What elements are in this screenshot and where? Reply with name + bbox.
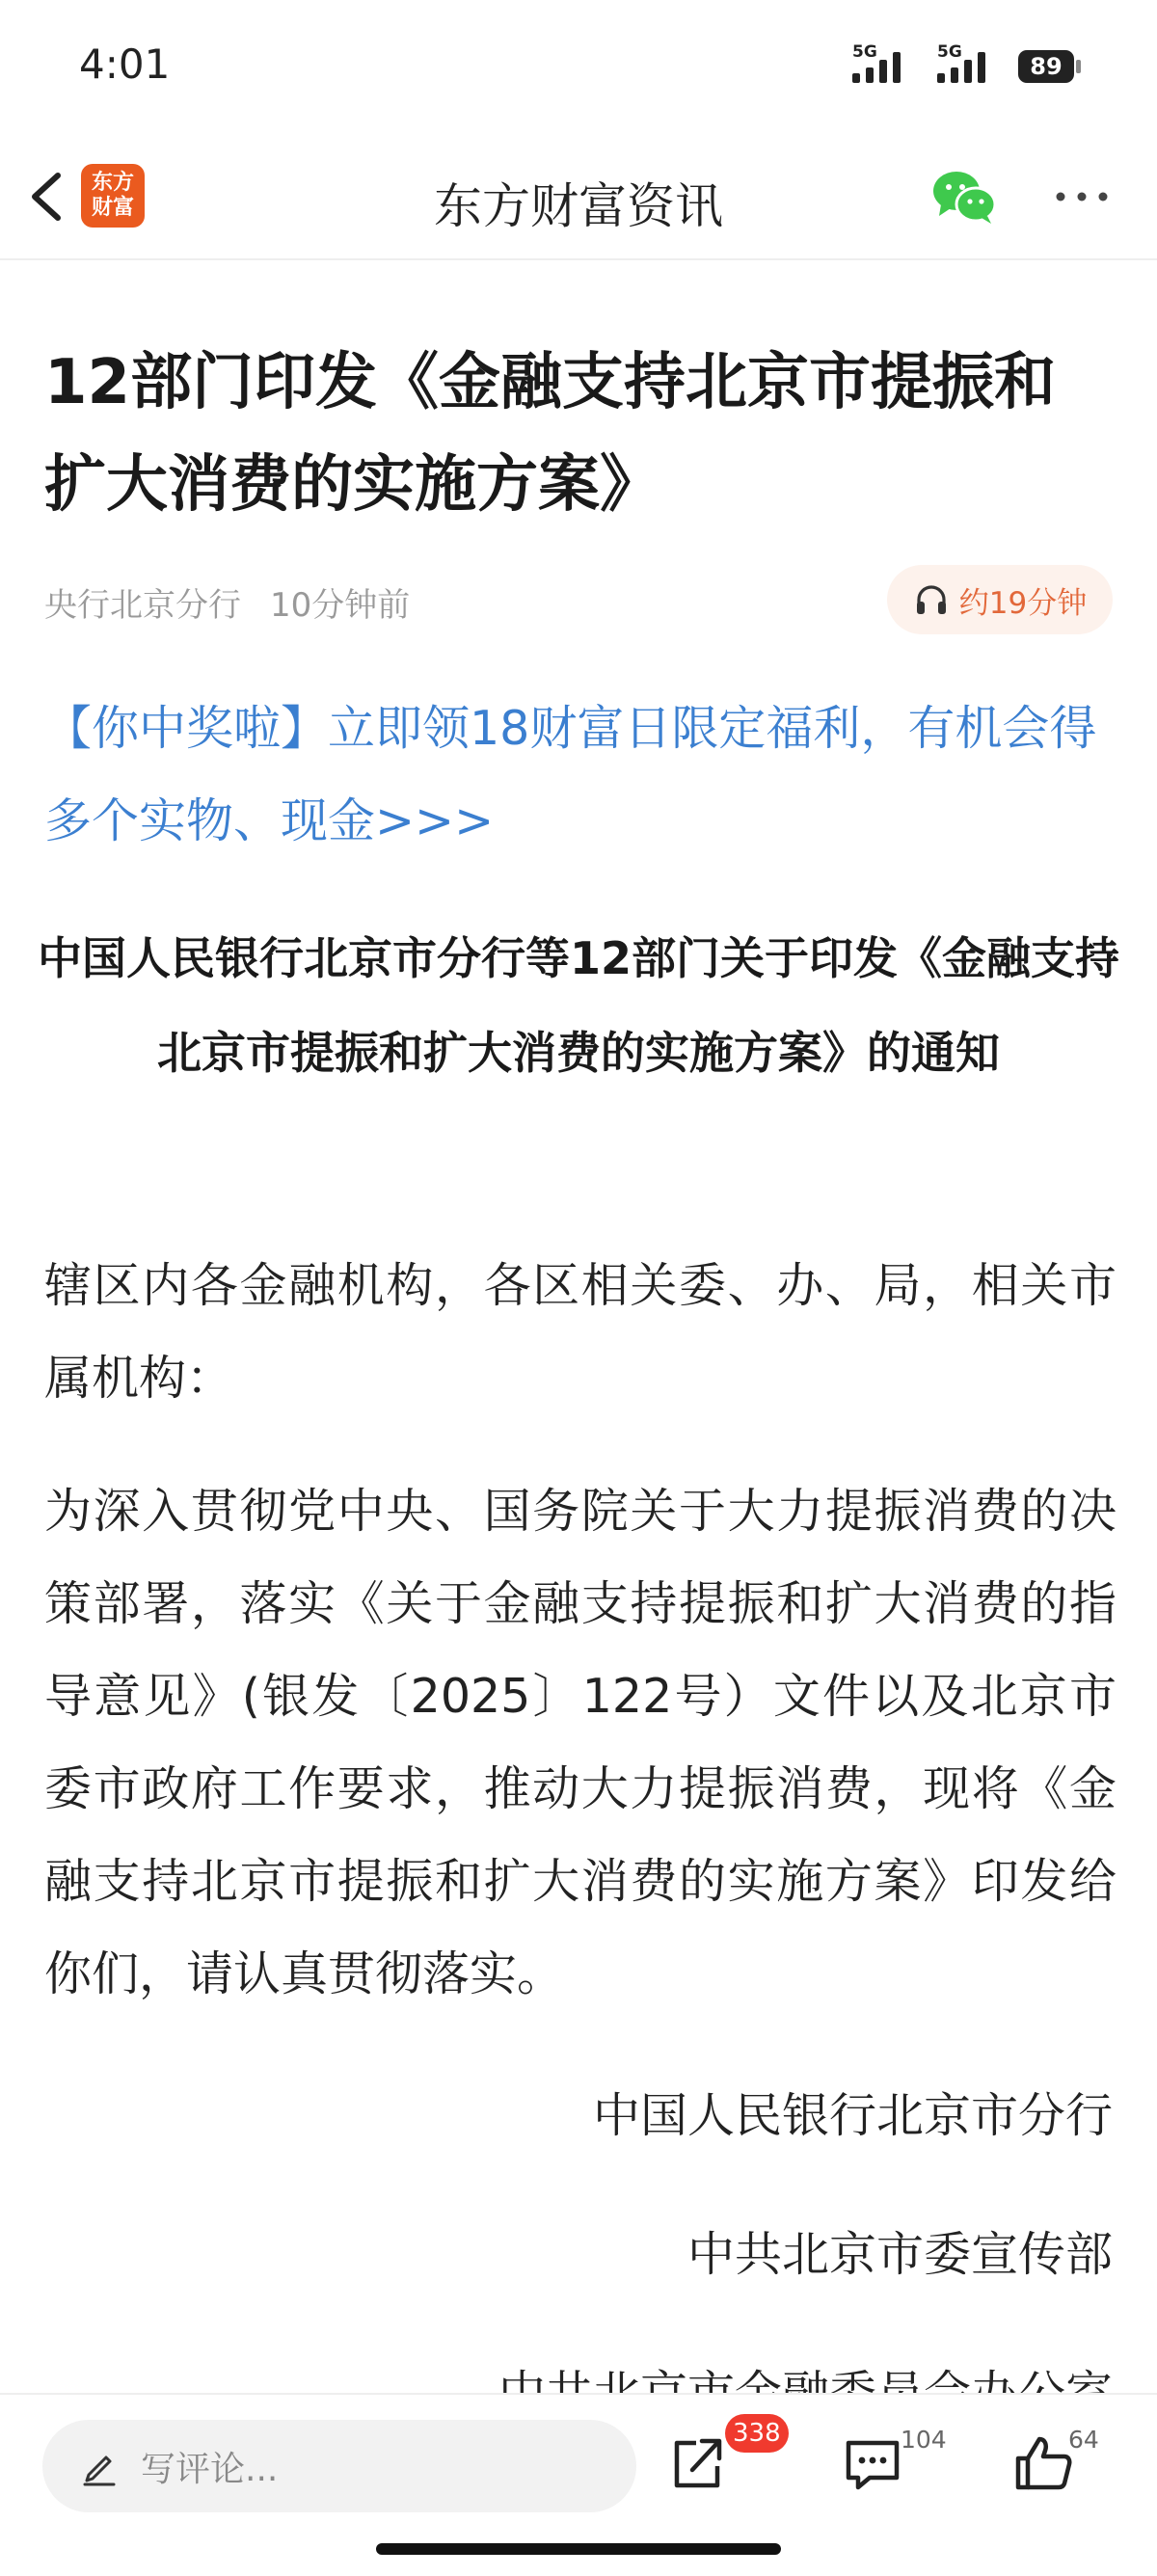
signatory-1: 中国人民银行北京市分行 — [592, 2088, 1113, 2143]
article-time: 10分钟前 — [270, 586, 411, 625]
addressee-paragraph: 辖区内各金融机构，各区相关委、办、局，相关市属机构： — [44, 1258, 1117, 1406]
pen-icon — [79, 2446, 120, 2486]
more-options-icon[interactable] — [1053, 185, 1111, 208]
signal-icon — [852, 44, 901, 83]
status-time: 4:01 — [79, 40, 171, 88]
comment-input[interactable] — [42, 2420, 636, 2512]
bottom-action-bar — [0, 2393, 1157, 2576]
signal-icon-2 — [937, 44, 985, 83]
nav-bar — [0, 135, 1157, 260]
home-indicator[interactable] — [376, 2543, 781, 2555]
battery-icon — [1018, 50, 1074, 83]
brand-logo-line2: 财富 — [91, 196, 134, 220]
article-headline: 12部门印发《金融支持北京市提振和扩大消费的实施方案》 — [44, 347, 1057, 521]
wechat-share-icon[interactable] — [931, 168, 997, 226]
comment-placeholder: 写评论... — [141, 2449, 279, 2489]
document-title: 中国人民银行北京市分行等12部门关于印发《金融支持北京市提振和扩大消费的实施方案》的通知 — [37, 932, 1119, 1079]
comment-icon[interactable] — [839, 2429, 906, 2497]
battery-tip — [1076, 60, 1081, 73]
signatory-2: 中共北京市委宣传部 — [686, 2227, 1113, 2282]
share-count-badge: 338 — [725, 2414, 789, 2453]
nav-title: 东方财富资讯 — [434, 178, 723, 234]
article-source[interactable]: 央行北京分行 — [44, 586, 241, 625]
battery-level: 89 — [1030, 53, 1063, 80]
article-meta — [44, 578, 410, 626]
body-paragraph: 为深入贯彻党中央、国务院关于大力提振消费的决策部署，落实《关于金融支持提振和扩大消费的指导意见》(银发〔2025〕122号）文件以及北京市委市政府工作要求，推动大力提振消费，现将《金融支持北京市提振和扩大消费的实施方案》印发给你们，请认真贯彻落实。 — [44, 1484, 1117, 2001]
back-arrow-icon[interactable] — [21, 162, 79, 231]
listen-audio-button[interactable] — [887, 565, 1113, 634]
like-count: 64 — [1068, 2426, 1099, 2454]
audio-duration: 约19分钟 — [958, 585, 1088, 621]
network-label: 5G — [852, 42, 877, 62]
status-bar — [0, 0, 1157, 135]
headphones-icon — [913, 581, 950, 618]
promo-link[interactable]: 【你中奖啦】立即领18财富日限定福利，有机会得多个实物、现金>>> — [44, 701, 1097, 848]
network-label-2: 5G — [937, 42, 962, 62]
brand-logo[interactable] — [81, 164, 145, 228]
comment-count: 104 — [901, 2426, 947, 2454]
share-icon[interactable] — [663, 2429, 731, 2497]
brand-logo-line1: 东方 — [91, 171, 134, 195]
